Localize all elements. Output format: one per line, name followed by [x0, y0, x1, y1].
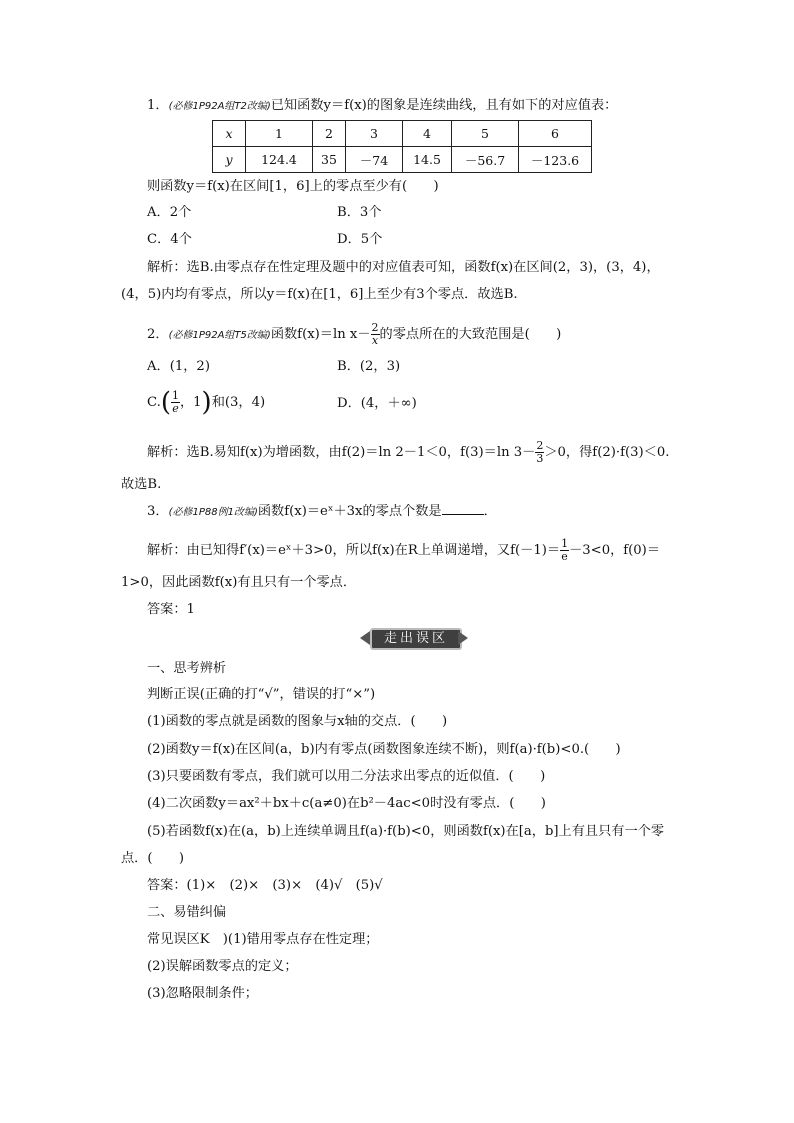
table-cell: 3 [346, 121, 403, 147]
error-item-2: (2)误解函数零点的定义； [147, 959, 298, 974]
judge-item-2: (2)函数y＝f(x)在区间(a，b)内有零点(函数图象连续不断)，则f(a)·f(b)<0.( ) [147, 742, 621, 757]
section2-title: 二、易错纠偏 [147, 905, 227, 920]
table-cell: 1 [246, 121, 313, 147]
q1-option-b: B．3个 [337, 205, 382, 220]
banner-left-arrow-icon [360, 631, 370, 645]
table-row [213, 121, 592, 147]
table-cell: 35 [313, 147, 346, 173]
q2-stem: 2．(必修1P92A组T5改编)函数f(x)＝ln x－ $\frac{2}{x}$ 的零点所在的大致范围是( ) [147, 321, 562, 347]
table-cell: 4 [403, 121, 452, 147]
q1-number: 1． [147, 98, 169, 113]
q2-fraction: $\frac{2}{x}$ [371, 321, 379, 347]
banner-title: 走出误区 [370, 628, 462, 650]
table-row [213, 147, 592, 173]
q3-answer-blank[interactable] [442, 502, 484, 515]
judge-item-5-line2: 点．( ) [121, 851, 185, 866]
judge-item-3: (3)只要函数有零点，我们就可以用二分法求出零点的近似值．( ) [147, 769, 546, 784]
q1-question: 则函数y＝f(x)在区间[1，6]上的零点至少有( ) [147, 179, 439, 194]
q2-option-a: A．(1，2) [147, 359, 210, 374]
q1-option-d: D．5个 [337, 232, 383, 247]
table-cell: －74 [346, 147, 403, 173]
q1-stem [147, 97, 617, 116]
q3-solution-line1: 解析：由已知得f′(x)＝eˣ＋3>0，所以f(x)在R上单调递增，又f(－1)＝ $\frac{1}{e}$ －3<0，f(0)＝ [147, 537, 661, 563]
judge-item-1: (1)函数的零点就是函数的图象与x轴的交点．( ) [147, 714, 448, 729]
q1-stem-text: 已知函数y＝f(x)的图象是连续曲线，且有如下的对应值表： [270, 98, 618, 113]
judge-item-4: (4)二次函数y＝ax²＋bx＋c(a≠0)在b²－4ac<0时没有零点．( ) [147, 796, 546, 811]
q2-source-tag: (必修1P92A组T5改编) [168, 330, 271, 341]
q2-number: 2． [147, 327, 169, 342]
table-cell: 2 [313, 121, 346, 147]
q1-value-table [212, 120, 592, 173]
table-cell: 14.5 [403, 147, 452, 173]
q3-solution-line2: 1>0，因此函数f(x)有且只有一个零点． [121, 575, 357, 590]
table-y-header: y [213, 147, 246, 173]
section1-intro: 判断正误(正确的打“√”，错误的打“×”) [147, 687, 376, 702]
q3-source-tag: (必修1P88例1改编) [168, 507, 258, 518]
q1-source-tag: (必修1P92A组T2改编) [168, 101, 271, 112]
q2-option-c: C.( $\frac{1}{e}$ ，1)和(3，4) [147, 387, 266, 418]
error-item-1: 常见误区K )(1)错用零点存在性定理； [147, 932, 379, 947]
q2-solution-line2: 故选B. [121, 477, 162, 492]
q3-number: 3． [147, 504, 169, 519]
banner-right-arrow-icon [458, 631, 468, 645]
table-cell: 5 [452, 121, 519, 147]
q3-answer: 答案：1 [147, 602, 195, 617]
q2-option-b: B．(2，3) [337, 359, 401, 374]
q2-solution-line1: 解析：选B.易知f(x)为增函数，由f(2)＝ln 2－1＜0，f(3)＝ln 3－ $\frac{2}{3}$ ＞0，得f(2)·f(3)＜0. [147, 439, 670, 465]
section1-title: 一、思考辨析 [147, 661, 227, 676]
table-cell: －123.6 [519, 147, 592, 173]
q1-solution-line2: (4，5)内均有零点，所以y＝f(x)在[1，6]上至少有3个零点．故选B. [121, 287, 518, 302]
judge-item-5-line1: (5)若函数f(x)在(a，b)上连续单调且f(a)·f(b)<0，则函数f(x)在[a，b]上有且只有一个零 [147, 824, 665, 839]
q2-option-d: D．(4，＋∞) [337, 396, 417, 411]
section1-answer: 答案：(1)× (2)× (3)× (4)√ (5)√ [147, 878, 383, 893]
q1-solution-line1: 解析：选B.由零点存在性定理及题中的对应值表可知，函数f(x)在区间(2，3)，(3，4)， [147, 260, 660, 275]
table-cell: 6 [519, 121, 592, 147]
table-x-header: x [213, 121, 246, 147]
q1-option-a: A．2个 [147, 205, 192, 220]
error-item-3: (3)忽略限制条件； [147, 986, 258, 1001]
q3-stem: 3．(必修1P88例1改编)函数f(x)＝eˣ＋3x的零点个数是 ． [147, 504, 497, 519]
table-cell: 124.4 [246, 147, 313, 173]
q1-option-c: C．4个 [147, 232, 192, 247]
section-banner [360, 626, 468, 648]
table-cell: －56.7 [452, 147, 519, 173]
